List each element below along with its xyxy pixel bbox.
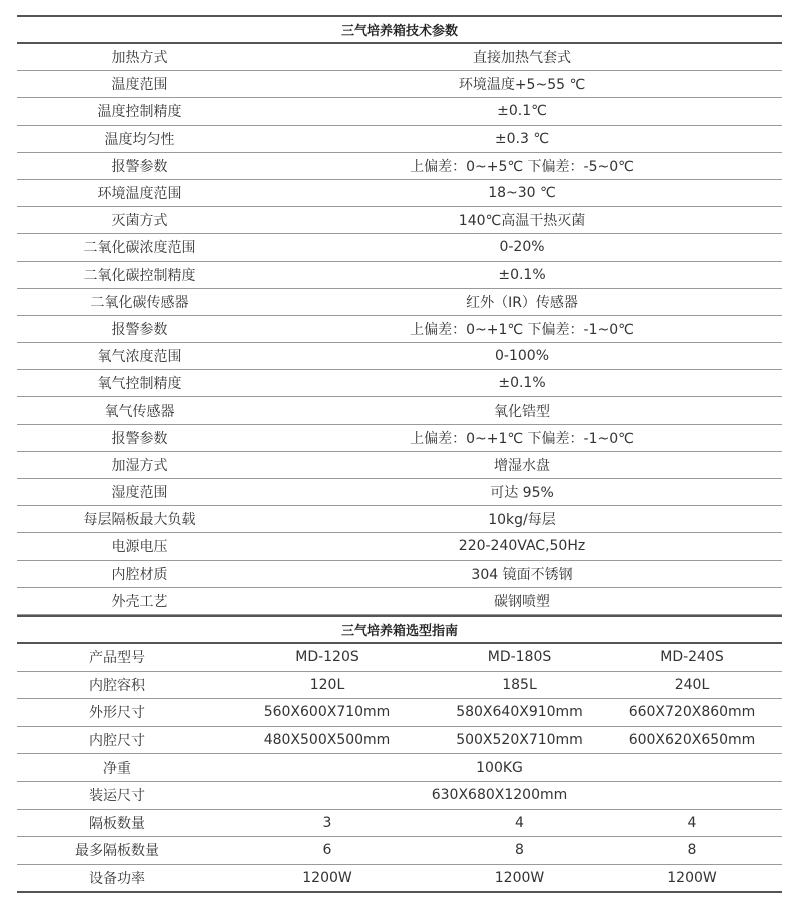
spec-value: ±0.1% [262, 261, 782, 288]
spec-row [17, 179, 782, 206]
guide-value: 6 [217, 837, 437, 865]
guide-value: 8 [437, 837, 602, 865]
guide-row [17, 643, 782, 671]
guide-label: 设备功率 [17, 864, 217, 892]
guide-value: 1200W [602, 864, 782, 892]
guide-table-header [17, 616, 782, 643]
guide-value: 1200W [217, 864, 437, 892]
spec-value: 红外（IR）传感器 [262, 288, 782, 315]
spec-label: 二氧化碳控制精度 [17, 261, 262, 288]
spec-table-title: 三气培养箱技术参数 [17, 16, 782, 43]
spec-value: 可达 95% [262, 479, 782, 506]
guide-row [17, 699, 782, 727]
spec-value: 220-240VAC,50Hz [262, 533, 782, 560]
guide-value: 120L [217, 671, 437, 699]
guide-row [17, 671, 782, 699]
spec-row [17, 343, 782, 370]
guide-value: 580X640X910mm [437, 699, 602, 727]
spec-label: 二氧化碳传感器 [17, 288, 262, 315]
spec-row [17, 207, 782, 234]
spec-label: 报警参数 [17, 315, 262, 342]
spec-label: 氧气浓度范围 [17, 343, 262, 370]
spec-row [17, 315, 782, 342]
spec-row [17, 288, 782, 315]
spec-value: 碳钢喷塑 [262, 587, 782, 614]
spec-value: ±0.1% [262, 370, 782, 397]
spec-row [17, 71, 782, 98]
spec-row [17, 479, 782, 506]
spec-value: 上偏差：0~+5℃ 下偏差：-5~0℃ [262, 152, 782, 179]
spec-label: 加湿方式 [17, 451, 262, 478]
spec-value: 直接加热气套式 [262, 43, 782, 71]
guide-value: 660X720X860mm [602, 699, 782, 727]
guide-value: 1200W [437, 864, 602, 892]
guide-value: 4 [437, 809, 602, 837]
guide-value: MD-120S [217, 643, 437, 671]
spec-row [17, 43, 782, 71]
guide-label: 净重 [17, 754, 217, 782]
spec-value: 上偏差：0~+1℃ 下偏差：-1~0℃ [262, 315, 782, 342]
spec-label: 环境温度范围 [17, 179, 262, 206]
guide-merged-value: 630X680X1200mm [217, 781, 782, 809]
spec-label: 每层隔板最大负载 [17, 506, 262, 533]
guide-value: 185L [437, 671, 602, 699]
guide-label: 装运尺寸 [17, 781, 217, 809]
spec-value: 0-100% [262, 343, 782, 370]
spec-row [17, 234, 782, 261]
guide-value: 560X600X710mm [217, 699, 437, 727]
spec-label: 加热方式 [17, 43, 262, 71]
spec-value: 304 镜面不锈钢 [262, 560, 782, 587]
guide-value: 240L [602, 671, 782, 699]
guide-value: 480X500X500mm [217, 726, 437, 754]
guide-value: MD-180S [437, 643, 602, 671]
spec-label: 湿度范围 [17, 479, 262, 506]
spec-row [17, 125, 782, 152]
guide-label: 外形尺寸 [17, 699, 217, 727]
spec-row [17, 397, 782, 424]
spec-value: ±0.3 ℃ [262, 125, 782, 152]
spec-label: 报警参数 [17, 424, 262, 451]
guide-table-title: 三气培养箱选型指南 [17, 616, 782, 643]
spec-value: ±0.1℃ [262, 98, 782, 125]
guide-value: 600X620X650mm [602, 726, 782, 754]
spec-sheet [17, 15, 782, 893]
spec-row [17, 587, 782, 614]
spec-label: 氧气传感器 [17, 397, 262, 424]
guide-value: 500X520X710mm [437, 726, 602, 754]
spec-row [17, 451, 782, 478]
spec-value: 增湿水盘 [262, 451, 782, 478]
guide-label: 内腔容积 [17, 671, 217, 699]
guide-row [17, 726, 782, 754]
spec-label: 氧气控制精度 [17, 370, 262, 397]
spec-row [17, 98, 782, 125]
spec-row [17, 506, 782, 533]
guide-row [17, 754, 782, 782]
guide-label: 隔板数量 [17, 809, 217, 837]
guide-value: 3 [217, 809, 437, 837]
guide-row [17, 809, 782, 837]
spec-label: 温度控制精度 [17, 98, 262, 125]
spec-value: 140℃高温干热灭菌 [262, 207, 782, 234]
guide-row [17, 864, 782, 892]
spec-value: 氧化锆型 [262, 397, 782, 424]
spec-row [17, 424, 782, 451]
spec-row [17, 370, 782, 397]
guide-merged-value: 100KG [217, 754, 782, 782]
guide-label: 最多隔板数量 [17, 837, 217, 865]
spec-value: 18~30 ℃ [262, 179, 782, 206]
spec-value: 环境温度+5~55 ℃ [262, 71, 782, 98]
guide-value: 8 [602, 837, 782, 865]
spec-label: 温度范围 [17, 71, 262, 98]
guide-value: MD-240S [602, 643, 782, 671]
spec-label: 电源电压 [17, 533, 262, 560]
spec-row [17, 533, 782, 560]
spec-label: 二氧化碳浓度范围 [17, 234, 262, 261]
tech-spec-table [17, 15, 782, 615]
guide-value: 4 [602, 809, 782, 837]
spec-row [17, 560, 782, 587]
spec-label: 内腔材质 [17, 560, 262, 587]
spec-table-header [17, 16, 782, 43]
spec-label: 灭菌方式 [17, 207, 262, 234]
selection-guide-table [17, 615, 782, 893]
guide-label: 内腔尺寸 [17, 726, 217, 754]
spec-value: 10kg/每层 [262, 506, 782, 533]
spec-value: 0-20% [262, 234, 782, 261]
guide-row [17, 781, 782, 809]
spec-label: 温度均匀性 [17, 125, 262, 152]
guide-label: 产品型号 [17, 643, 217, 671]
guide-row [17, 837, 782, 865]
spec-row [17, 261, 782, 288]
spec-label: 外壳工艺 [17, 587, 262, 614]
spec-value: 上偏差：0~+1℃ 下偏差：-1~0℃ [262, 424, 782, 451]
spec-row [17, 152, 782, 179]
spec-label: 报警参数 [17, 152, 262, 179]
